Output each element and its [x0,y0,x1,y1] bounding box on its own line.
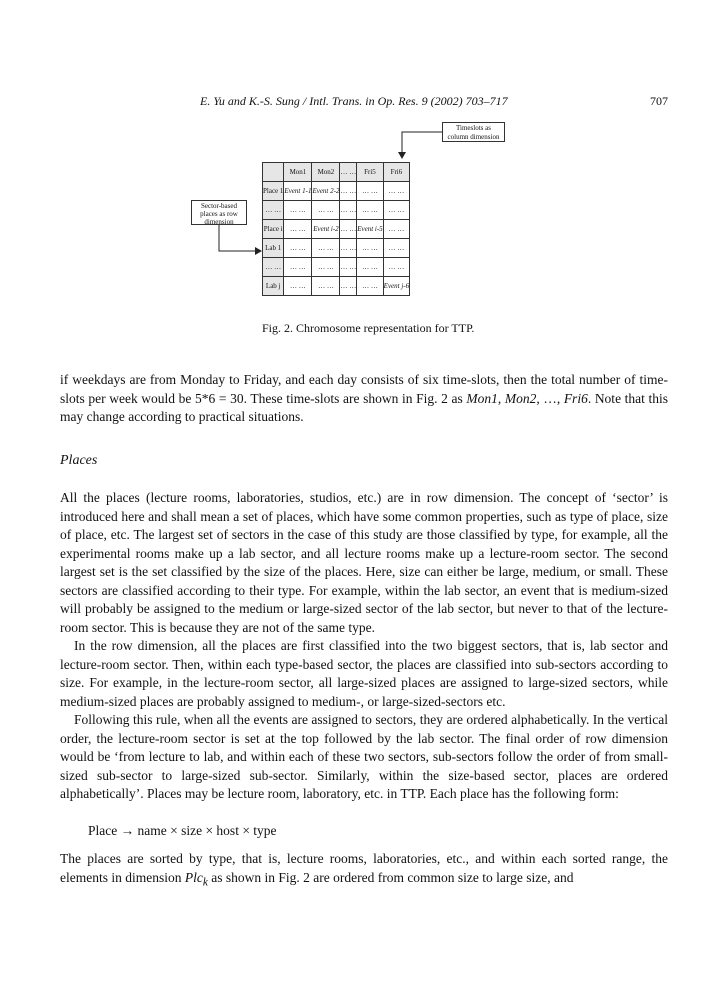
table-cell: … … [357,239,383,258]
table-row [263,220,410,239]
section-heading: Places [60,453,98,468]
para1-sep2: , …, [536,390,564,406]
row-header: Place i [263,220,284,239]
table-cell: … … [284,239,312,258]
table-cell: Event i-5 [357,220,383,239]
para1-mon1: Mon1 [466,390,498,406]
table-cell: … … [383,220,409,239]
figure-caption: Fig. 2. Chromosome representation for TTP. [262,321,475,335]
para3: In the row dimension, all the places are first classified into the two biggest sectors, that is, lab sector and lecture-room sector. Then, within each type-based sector, the places are classified into sub-sectors according to size. For example, in the lecture-room sector, all large-sized places are assigned to large-sized sectors, while medium-sized places are probably assigned to medium-, or large-sized-sectors etc. [60,638,668,709]
table-cell: … … [383,182,409,201]
table-cell: … … [340,182,357,201]
table-row [263,201,410,220]
paragraph-timeslots [60,371,668,427]
chromosome-table [262,162,410,296]
col-header: Mon2 [312,163,340,182]
col-header: Fri6 [383,163,409,182]
table-cell: … … [312,277,340,296]
table-cell: Event i-2 [312,220,340,239]
table-cell: … … [383,239,409,258]
sector-arrow-line [219,225,255,251]
timeslots-arrow-line [402,132,442,152]
place-formula: Place → name × size × host × type [88,823,277,838]
paragraph-sorting [60,850,668,892]
para1-text-b: . Note that this may change according to practical situations. [60,390,669,424]
para4: Following this rule, when all the events are assigned to sectors, they are ordered alphabetically. In the vertical order, the lecture-room sector is set at the top followed by the lab sector. The final order of row dimension would be ‘from lecture to lab, and within each of these two sectors, sub-sectors follow the order of from small-sized sub-sector to large-sized sub-sector. Similarly, within the size-based sector, places are ordered alphabetically’. Places may be lecture room, laboratory, etc. in TTP. Each place has the following form: [60,712,668,801]
table-cell: … … [284,220,312,239]
para2: All the places (lecture rooms, laboratories, studios, etc.) are in row dimension. The concept of ‘sector’ is introduced here and shall mean a set of places, which have some common properties, such as type of place, size of place, etc. The largest set of sectors in the case of this study are those classified by type, for example, all the experimental rooms make up a lab sector, and all lecture rooms make up a lecture-room sector. The second largest set is the set classified by the size of the places. Here, size can either be large, medium, or small. These sectors are classified according to their type. For example, within the lab sector, an event that is medium-sized will probably be assigned to the medium or large-sized sector of the lab sector, but never to that of the lecture-room sector. This is because they are not of the same type. [60,490,668,635]
table-cell: … … [340,277,357,296]
para5-text-b: as shown in Fig. 2 are ordered from common size to large size, and [207,869,574,885]
page-number: 707 [650,94,668,108]
col-header: Fri5 [357,163,383,182]
row-header: Place 1 [263,182,284,201]
para1-fri6: Fri6 [563,390,588,406]
table-row [263,258,410,277]
table-cell: … … [340,239,357,258]
table-cell: … … [357,258,383,277]
table-cell: … … [383,258,409,277]
sector-label-line3: dimension [204,218,234,226]
table-cell: … … [383,201,409,220]
table-cell: … … [284,201,312,220]
para1-mon2: Mon2 [504,390,537,406]
table-corner [263,163,284,182]
table-cell: … … [284,258,312,277]
row-header: … … [263,201,284,220]
table-cell: Event 1-1 [284,182,312,201]
table-cell: … … [357,277,383,296]
table-cell: Event j-6 [383,277,409,296]
sector-arrowhead [255,247,262,255]
sector-label-line2: places as row [200,210,238,218]
table-cell: … … [312,239,340,258]
sector-label-line1: Sector-based [200,202,237,210]
para5-text-a: The places are sorted by type, that is, lecture rooms, laboratories, etc., and within each sorted range, the elements in dimension [60,851,668,885]
table-cell: … … [312,258,340,277]
timeslots-label-line2: column dimension [447,133,500,141]
row-header: … … [263,258,284,277]
table-cell: … … [340,220,357,239]
col-header: Mon1 [284,163,312,182]
timeslots-arrowhead [398,152,406,159]
paragraph-places [60,489,668,804]
para5-plc: Plc [184,869,203,885]
table-cell: … … [340,258,357,277]
table-cell: … … [284,277,312,296]
table-row [263,182,410,201]
table-cell: … … [357,182,383,201]
para1-text-a: if weekdays are from Monday to Friday, and each day consists of six time-slots, then the total number of time-slots per week would be 5*6 = 30. These time-slots are shown in Fig. 2 as [60,372,668,406]
table-cell: … … [340,201,357,220]
para5-sub: k [202,876,208,889]
table-row [263,277,410,296]
table-cell: … … [312,201,340,220]
para1-sep1: , [497,390,505,406]
timeslots-label-line1: Timeslots as [456,124,491,132]
table-row [263,239,410,258]
row-header: Lab j [263,277,284,296]
running-header: E. Yu and K.-S. Sung / Intl. Trans. in Op. Res. 9 (2002) 703–717 [200,94,508,108]
row-header: Lab 1 [263,239,284,258]
table-cell: … … [357,201,383,220]
col-header: … … [340,163,357,182]
table-header-row [263,163,410,182]
table-cell: Event 2-2 [312,182,340,201]
